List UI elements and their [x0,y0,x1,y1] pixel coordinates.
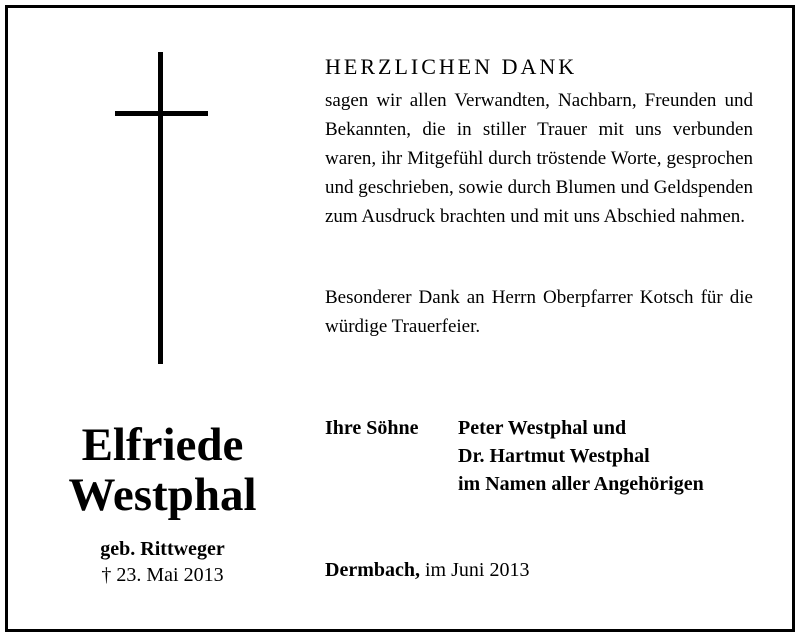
deceased-last-name: Westphal [68,469,257,521]
cross-vertical-bar [158,52,163,364]
mourners-label: Ihre Söhne [325,417,419,439]
mourners-names [458,414,704,498]
death-date: † 23. Mai 2013 [101,564,224,586]
mourner-line: Dr. Hartmut Westphal [458,445,650,467]
mourner-line: Peter Westphal und [458,417,627,439]
deceased-block [30,420,295,588]
maiden-name: geb. Rittweger [100,538,225,560]
thanks-paragraph: sagen wir allen Verwandten, Nachbarn, Freunden und Bekannten, die in stiller Trauer mit uns verbunden waren, ihr Mitgefühl durch tröstende Worte, gesprochen und geschrieben, sowie durch Blumen und Geldspenden zum Ausdruck brachten und mit uns Abschied nahmen. [325,90,753,227]
deceased-first-name: Elfriede [81,419,244,471]
place-town: Dermbach, [325,559,420,581]
mourner-line: im Namen aller Angehörigen [458,473,704,495]
cross-horizontal-bar [115,111,208,116]
place-date-line [325,557,529,583]
place-date: im Juni 2013 [424,559,530,581]
special-thanks-paragraph: Besonderer Dank an Herrn Oberpfarrer Kotsch für die würdige Trauerfeier. [325,287,753,337]
thanks-heading: HERZLICHEN DANK [325,54,578,79]
